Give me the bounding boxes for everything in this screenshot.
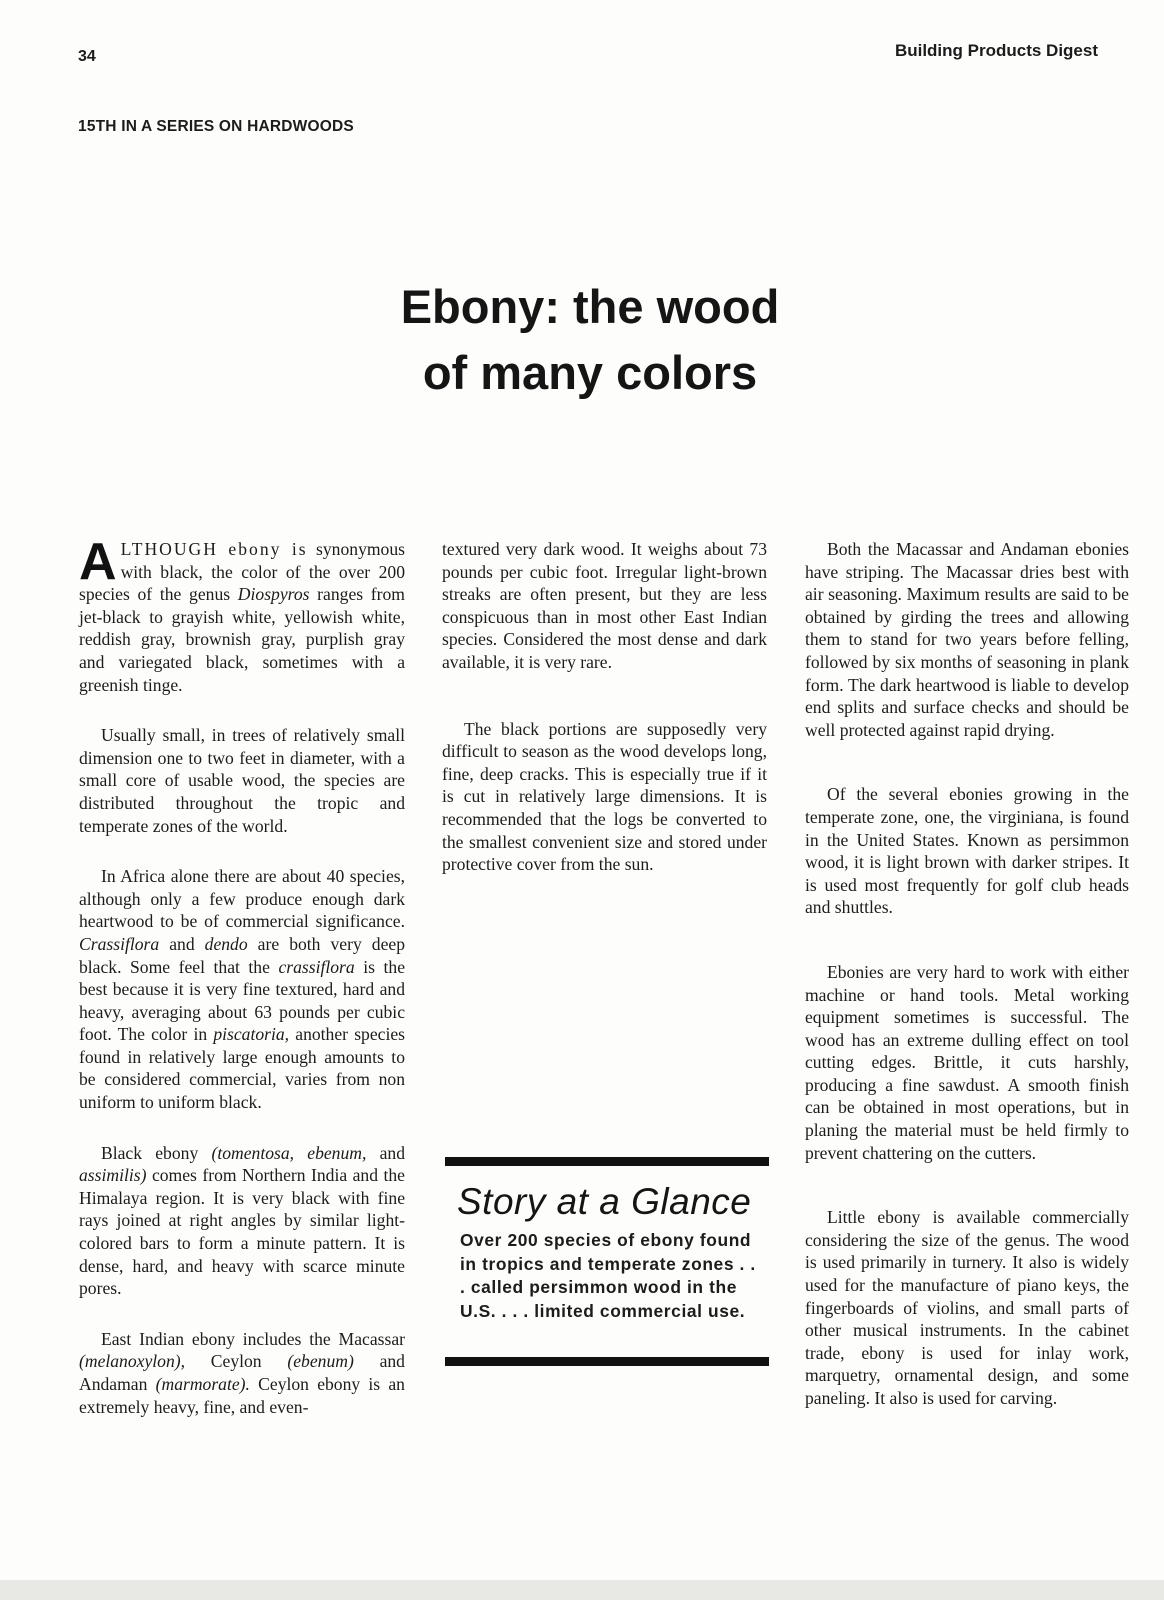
page-number: 34 <box>78 48 96 65</box>
lead-in: LTHOUGH ebony is <box>120 539 308 559</box>
species-name: crassiflora <box>278 956 355 977</box>
bottom-band <box>0 1580 1164 1600</box>
sidebar-rule-top <box>445 1157 769 1166</box>
paragraph: Usually small, in trees of relatively small dimension one to two feet in diameter, with a small core of usable wood, the species are distributed throughout the tropic and temperate zones of the world. <box>79 725 405 836</box>
species-name: (tomentosa, ebenum, <box>211 1142 367 1163</box>
genus-name: Diospyros <box>237 584 310 605</box>
publication-name: Building Products Digest <box>894 41 1098 60</box>
text-run: Ceylon <box>185 1351 288 1372</box>
paragraph: Both the Macassar and Andaman ebonies have striping. The Macassar dries best with air seasoning. Maximum results are said to be obtained by girding the trees and allowing them to stand for two years before felling, followed by six months of seasoning in plank form. The dark heartwood is liable to develop end splits and surface checks and should be well protected against rapid drying. <box>805 539 1129 740</box>
text-run: and <box>366 1142 405 1163</box>
text-run: synonymous with black, the color of the over 200 species of the genus <box>79 539 405 605</box>
paragraph: The black portions are supposedly very difficult to season as the wood develops long, fine, deep cracks. This is especially true if it is cut in relatively large dimensions. It is recommended that the logs be converted to the smallest convenient size and stored under protective cover from the sun. <box>442 718 767 875</box>
text-run: is the best because it is very fine textured, hard and heavy, averaging about 63 pounds per cubic foot. The color in <box>79 956 405 1045</box>
text-run: comes from Northern India and the Himalaya region. It is very black with fine rays joined at right angles by similar light-colored bars to form a minute pattern. It is dense, hard, and heavy with scarce minute pores. <box>79 1165 405 1299</box>
species-name: (marmorate). <box>155 1374 250 1394</box>
species-name: (ebenum) <box>287 1351 354 1372</box>
text-run: and Andaman <box>79 1351 405 1394</box>
drop-cap: A <box>79 533 117 591</box>
paragraph: Little ebony is available commercially considering the size of the genus. The wood is used primarily in turnery. It also is widely used for the manufacture of piano keys, the fingerboards of violins, and small parts of other musical instruments. In the cabinet trade, ebony is used for inlay work, marquetry, ornamental design, and some paneling. It also is used for carving. <box>805 1207 1129 1408</box>
species-name: Crassiflora <box>79 933 160 954</box>
paragraph: textured very dark wood. It weighs about 73 pounds per cubic foot. Irregular light-brown streaks are often present, but they are less conspicuous than in most other East Indian species. Considered the most dense and dark available, it is very rare. <box>442 539 767 672</box>
text-run: and <box>159 933 205 954</box>
paragraph <box>79 865 405 1114</box>
text-run: ranges from jet-black to grayish white, yellowish white, reddish gray, brownish gray, purplish gray and variegated black, sometimes with a greenish tinge. <box>79 584 405 695</box>
text-run: are both very deep black. Some feel that the <box>79 933 405 977</box>
paragraph <box>79 1142 405 1300</box>
column-3 <box>805 538 1129 1438</box>
series-label: 15TH IN A SERIES ON HARDWOODS <box>78 118 354 135</box>
column-1 <box>79 533 406 1446</box>
headline-line-2: of many colors <box>422 346 758 399</box>
species-name: piscatoria, <box>213 1024 290 1045</box>
text-run: In Africa alone there are about 40 species, although only a few produce enough dark heartwood to be of commercial significance. <box>79 866 405 932</box>
column-2 <box>442 538 767 904</box>
sidebar-body: Over 200 species of ebony found in tropics and temperate zones . . . called persimmon wood in the U.S. . . . limited commercial use. <box>460 1230 756 1321</box>
text-run: East Indian ebony includes the Macassar <box>101 1328 405 1349</box>
paragraph <box>79 1328 405 1418</box>
article-headline <box>0 274 1164 406</box>
sidebar-rule-bottom <box>445 1357 769 1366</box>
paragraph: Ebonies are very hard to work with either machine or hand tools. Metal working equipment sometimes is successful. The wood has an extreme dulling effect on tool cutting edges. Brittle, it cuts harshly, producing a fine sawdust. A smooth finish can be obtained in most operations, but in planing the material must be held firmly to prevent chattering on the cutters. <box>805 961 1129 1163</box>
species-name: assimilis) <box>79 1165 147 1186</box>
text-run: another species found in relatively large enough amounts to be considered commercial, varies from non uniform to uniform black. <box>79 1024 406 1113</box>
headline-line-1: Ebony: the wood <box>400 280 780 333</box>
sidebar-title: Story at a Glance <box>457 1181 752 1222</box>
text-run: Black ebony <box>101 1142 212 1163</box>
species-name: (melanoxylon), <box>79 1351 186 1372</box>
text-run: Ceylon ebony is an extremely heavy, fine, and even- <box>79 1374 405 1417</box>
paragraph: Of the several ebonies growing in the temperate zone, one, the virginiana, is found in the United States. Known as persimmon wood, it is light brown with darker stripes. It is used most frequently for golf club heads and shuttles. <box>805 784 1129 918</box>
species-name: dendo <box>204 933 248 954</box>
paragraph-intro <box>79 533 405 696</box>
